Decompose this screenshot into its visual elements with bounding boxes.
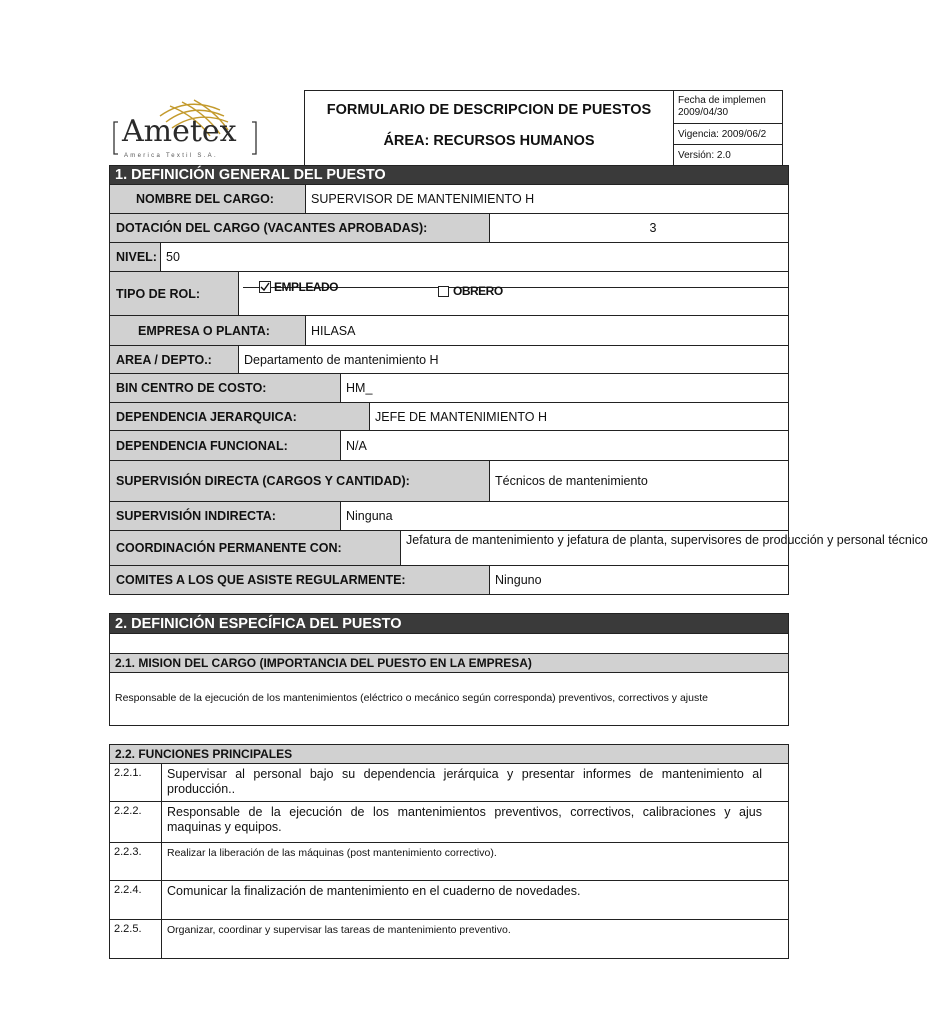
impl-date: 2009/04/30: [678, 107, 729, 118]
bin-value: HM_: [340, 373, 789, 403]
section2-title: 2. DEFINICIÓN ESPECÍFICA DEL PUESTO: [109, 613, 789, 634]
sup-dir-label: SUPERVISIÓN DIRECTA (CARGOS Y CANTIDAD):: [109, 460, 490, 502]
nivel-value: 50: [160, 242, 789, 272]
funcion-num: 2.2.2.: [109, 801, 162, 843]
impl-date-cell: [673, 90, 783, 124]
tipo-rol-options: [238, 271, 789, 316]
empresa-label: EMPRESA O PLANTA:: [109, 315, 306, 346]
form-title: FORMULARIO DE DESCRIPCION DE PUESTOS: [326, 102, 652, 118]
funcion-text: Comunicar la finalización de mantenimiento en el cuaderno de novedades.: [161, 880, 789, 920]
dotacion-value: 3: [489, 213, 789, 243]
funcion-text: Supervisar al personal bajo su dependencia jerárquica y presentar informes de mantenimiento al producción..: [161, 763, 789, 802]
area-title: ÁREA: RECURSOS HUMANOS: [383, 133, 595, 149]
sup-ind-value: Ninguna: [340, 501, 789, 531]
funcion-text: Responsable de la ejecución de los mantenimientos preventivos, correctivos, calibraciones y ajus maquinas y equipos.: [161, 801, 789, 843]
sup-dir-value: Técnicos de mantenimiento: [489, 460, 789, 502]
comites-value: Ninguno: [489, 565, 789, 595]
vigencia-cell: Vigencia: 2009/06/2: [673, 123, 783, 145]
coord-label: COORDINACIÓN PERMANENTE CON:: [109, 530, 401, 566]
tipo-rol-label: TIPO DE ROL:: [109, 271, 239, 316]
obrero-option[interactable]: [438, 284, 503, 298]
funcion-text: Organizar, coordinar y supervisar las tareas de mantenimiento preventivo.: [161, 919, 789, 959]
area-label: AREA / DEPTO.:: [109, 345, 239, 374]
checked-checkbox-icon[interactable]: [259, 281, 271, 293]
company-logo: [110, 92, 304, 164]
obrero-label: OBRERO: [453, 284, 503, 298]
form-title-box: [304, 90, 674, 166]
unchecked-checkbox-icon[interactable]: [438, 286, 449, 297]
funcion-num: 2.2.4.: [109, 880, 162, 920]
section2-spacer: [109, 633, 789, 654]
nombre-label: NOMBRE DEL CARGO:: [109, 184, 306, 214]
funciones-title: 2.2. FUNCIONES PRINCIPALES: [109, 744, 789, 764]
sup-ind-label: SUPERVISIÓN INDIRECTA:: [109, 501, 341, 531]
comites-label: COMITES A LOS QUE ASISTE REGULARMENTE:: [109, 565, 490, 595]
logo-subtext: America Textil S.A.: [124, 153, 218, 159]
dep-fun-label: DEPENDENCIA FUNCIONAL:: [109, 430, 341, 461]
funcion-text: Realizar la liberación de las máquinas (post mantenimiento correctivo).: [161, 842, 789, 881]
mision-title: 2.1. MISION DEL CARGO (IMPORTANCIA DEL PUESTO EN LA EMPRESA): [109, 653, 789, 673]
funcion-num: 2.2.5.: [109, 919, 162, 959]
funcion-num: 2.2.3.: [109, 842, 162, 881]
funcion-num: 2.2.1.: [109, 763, 162, 802]
nombre-value: SUPERVISOR DE MANTENIMIENTO H: [305, 184, 789, 214]
coord-value: Jefatura de mantenimiento y jefatura de planta, supervisores de producción y personal técnico: [400, 530, 789, 566]
impl-label: Fecha de implemen: [678, 95, 766, 106]
dep-jer-label: DEPENDENCIA JERARQUICA:: [109, 402, 370, 431]
area-value: Departamento de mantenimiento H: [238, 345, 789, 374]
bin-label: BIN CENTRO DE COSTO:: [109, 373, 341, 403]
dep-jer-value: JEFE DE MANTENIMIENTO H: [369, 402, 789, 431]
nivel-label: NIVEL:: [109, 242, 161, 272]
mision-text: Responsable de la ejecución de los mantenimientos (eléctrico o mecánico según corresponda) preventivos, correctivos y ajuste: [109, 672, 789, 726]
logo-text: Ametex: [122, 114, 237, 149]
empleado-option[interactable]: [259, 280, 338, 294]
dep-fun-value: N/A: [340, 430, 789, 461]
dotacion-label: DOTACIÓN DEL CARGO (VACANTES APROBADAS):: [109, 213, 490, 243]
version-cell: Versión: 2.0: [673, 144, 783, 166]
empresa-value: HILASA: [305, 315, 789, 346]
section1-title: 1. DEFINICIÓN GENERAL DEL PUESTO: [109, 165, 789, 185]
empleado-label: EMPLEADO: [274, 280, 339, 294]
